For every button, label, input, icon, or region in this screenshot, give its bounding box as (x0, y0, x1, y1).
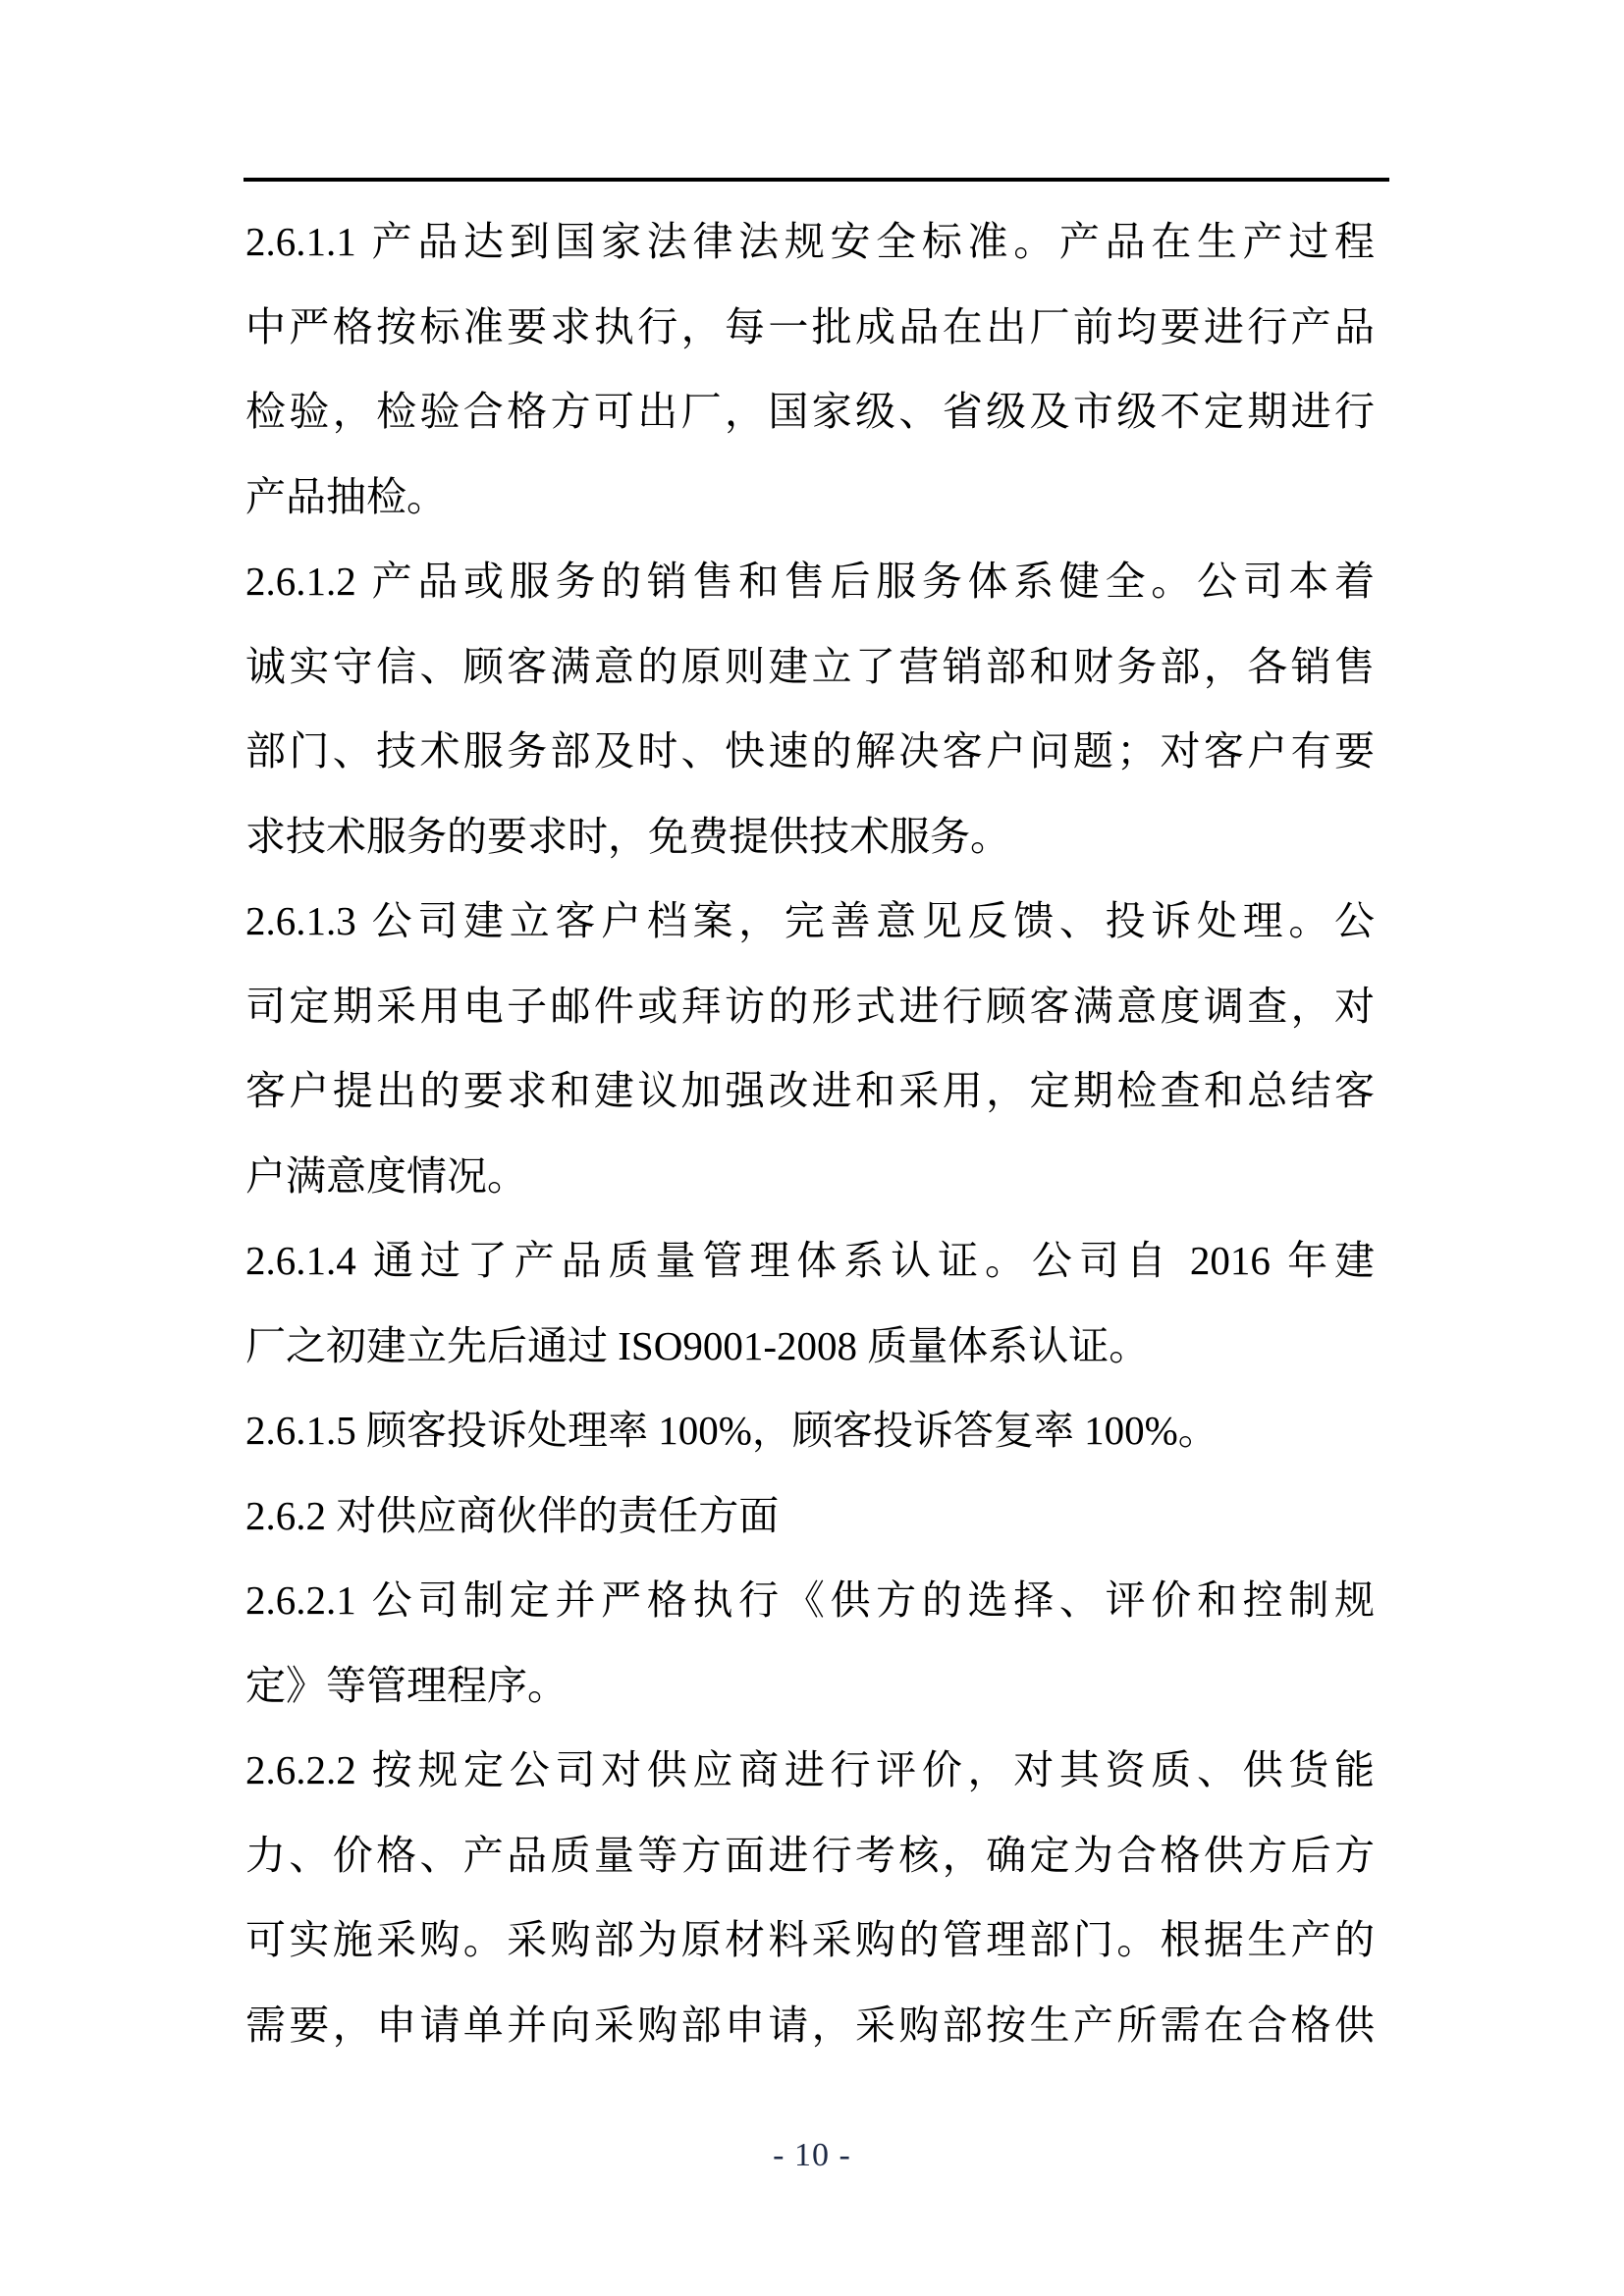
text-line: 2.6.2.2 按规定公司对供应商进行评价，对其资质、供货能 (245, 1747, 1375, 1792)
text-line: 厂之初建立先后通过 ISO9001-2008 质量体系认证。 (245, 1322, 1150, 1368)
text-line: 部门、技术服务部及时、快速的解决客户问题；对客户有要 (245, 728, 1375, 774)
text-line: 可实施采购。采购部为原材料采购的管理部门。根据生产的 (245, 1917, 1375, 1962)
text-line: 产品抽检。 (245, 473, 447, 519)
text-line: 2.6.2 对供应商伙伴的责任方面 (245, 1492, 780, 1538)
text-line: 2.6.1.1 产品达到国家法律法规安全标准。产品在生产过程 (245, 219, 1375, 264)
text-line: 2.6.1.4 通过了产品质量管理体系认证。公司自 2016 年建 (245, 1238, 1375, 1283)
text-line: 户满意度情况。 (245, 1152, 527, 1199)
text-line: 2.6.1.5 顾客投诉处理率 100%，顾客投诉答复率 100%。 (245, 1408, 1218, 1453)
text-line: 检验，检验合格方可出厂，国家级、省级及市级不定期进行 (245, 389, 1375, 434)
text-line: 中严格按标准要求执行，每一批成品在出厂前均要进行产品 (245, 303, 1375, 349)
body-text (245, 199, 1375, 2067)
text-line: 求技术服务的要求时，免费提供技术服务。 (245, 813, 1010, 859)
text-line: 2.6.1.2 产品或服务的销售和售后服务体系健全。公司本着 (245, 559, 1375, 604)
text-line: 客户提出的要求和建议加强改进和采用，定期检查和总结客 (245, 1068, 1375, 1113)
page-number: - 10 - (773, 2137, 851, 2173)
text-line: 定》等管理程序。 (245, 1662, 568, 1708)
text-line: 司定期采用电子邮件或拜访的形式进行顾客满意度调查，对 (245, 983, 1375, 1029)
text-line: 力、价格、产品质量等方面进行考核，确定为合格供方后方 (245, 1832, 1375, 1878)
text-line: 需要，申请单并向采购部申请，采购部按生产所需在合格供 (245, 2002, 1375, 2048)
text-line: 诚实守信、顾客满意的原则建立了营销部和财务部，各销售 (245, 643, 1375, 689)
header-rule (244, 178, 1389, 182)
text-line: 2.6.1.3 公司建立客户档案，完善意见反馈、投诉处理。公 (245, 898, 1375, 943)
text-line: 2.6.2.1 公司制定并严格执行《供方的选择、评价和控制规 (245, 1577, 1375, 1623)
